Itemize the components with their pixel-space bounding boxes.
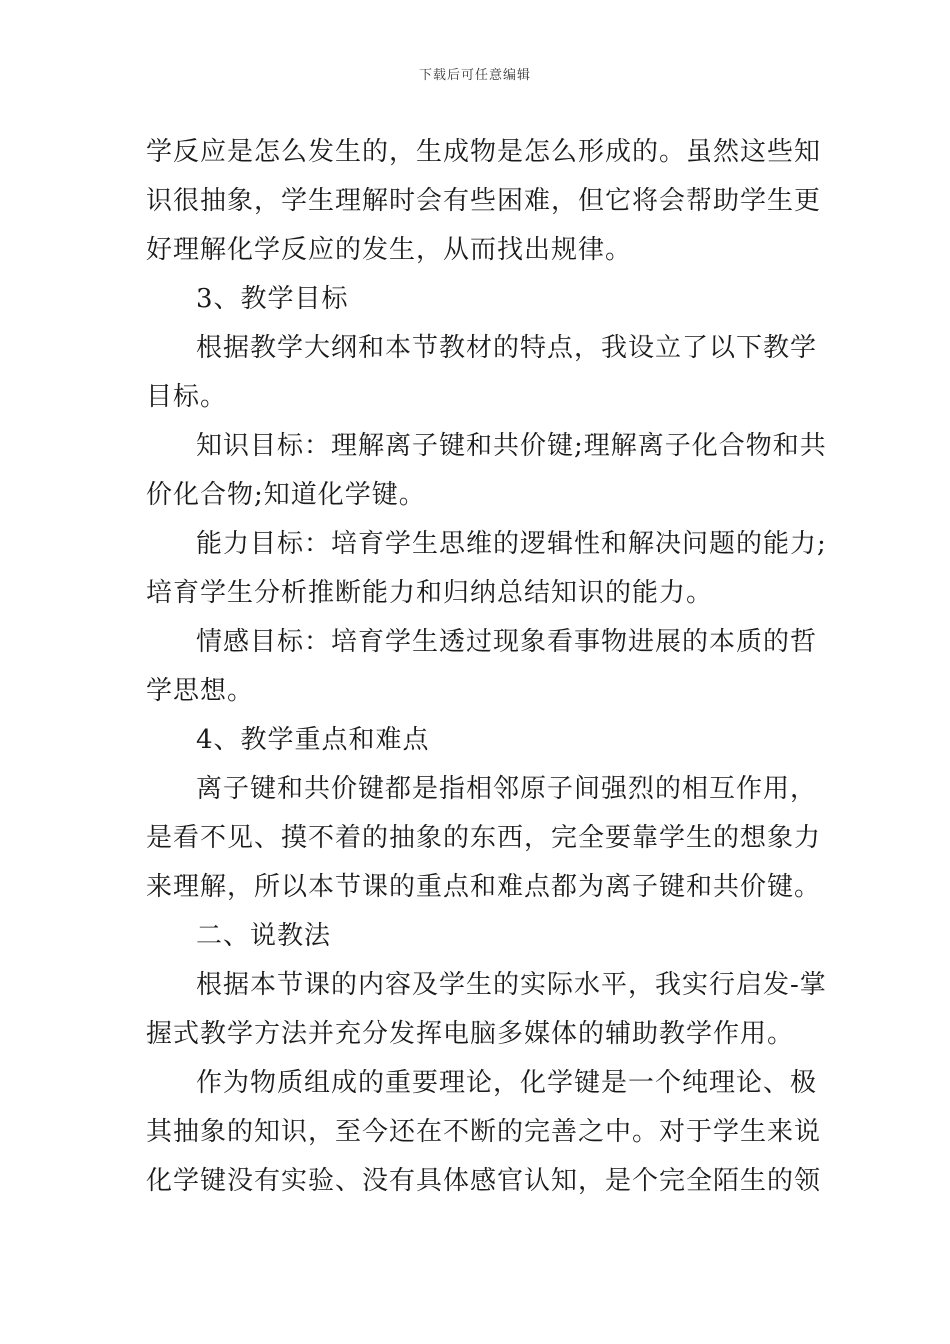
text-line: 识很抽象，学生理解时会有些困难，但它将会帮助学生更 (146, 186, 822, 216)
text-line: 培育学生分析推断能力和归纳总结知识的能力。 (146, 578, 714, 608)
document-body (146, 128, 827, 1206)
text-line: 好理解化学反应的发生，从而找出规律。 (146, 235, 633, 265)
text-line: 是看不见、摸不着的抽象的东西，完全要靠学生的想象力 (146, 823, 822, 853)
text-line: 3、教学目标 (196, 284, 349, 314)
text-line: 其抽象的知识，至今还在不断的完善之中。对于学生来说 (146, 1117, 822, 1147)
text-line: 化学键没有实验、没有具体感官认知，是个完全陌生的领 (146, 1166, 822, 1196)
text-line: 4、教学重点和难点 (196, 725, 430, 755)
text-line: 来理解，所以本节课的重点和难点都为离子键和共价键。 (146, 872, 822, 902)
text-line: 根据教学大纲和本节教材的特点，我设立了以下教学 (196, 333, 818, 363)
page-header-note: 下载后可任意编辑 (418, 68, 531, 83)
text-line: 学反应是怎么发生的，生成物是怎么形成的。虽然这些知 (146, 137, 822, 167)
text-line: 知识目标：理解离子键和共价键;理解离子化合物和共 (196, 431, 827, 461)
text-line: 能力目标：培育学生思维的逻辑性和解决问题的能力; (196, 529, 827, 559)
text-line: 握式教学方法并充分发挥电脑多媒体的辅助教学作用。 (146, 1019, 795, 1049)
text-line: 离子键和共价键都是指相邻原子间强烈的相互作用， (196, 774, 818, 804)
text-line: 学思想。 (146, 676, 255, 706)
text-line: 目标。 (146, 382, 228, 412)
text-line: 二、说教法 (196, 921, 332, 951)
text-line: 情感目标：培育学生透过现象看事物进展的本质的哲 (196, 627, 818, 657)
text-line: 根据本节课的内容及学生的实际水平，我实行启发-掌 (196, 970, 827, 1000)
text-line: 作为物质组成的重要理论，化学键是一个纯理论、极 (196, 1068, 818, 1098)
text-line: 价化合物;知道化学键。 (146, 480, 426, 510)
